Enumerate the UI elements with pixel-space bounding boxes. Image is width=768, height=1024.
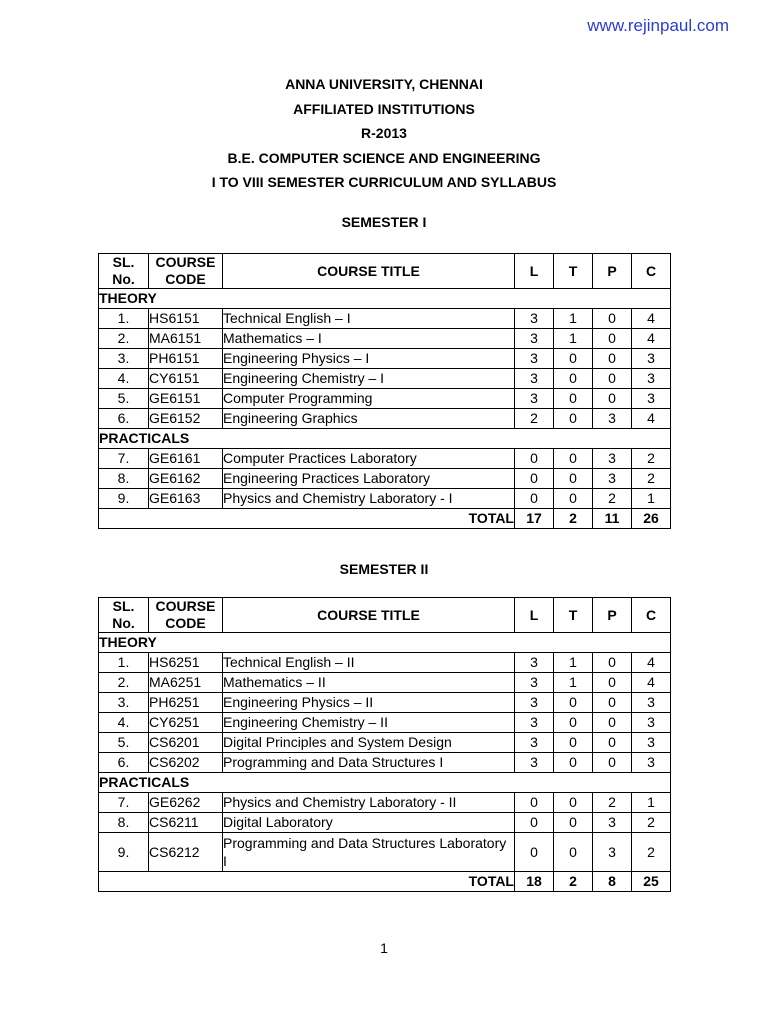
course-sl: 3. — [99, 693, 149, 713]
course-row — [99, 753, 671, 773]
course-sl: 8. — [99, 469, 149, 489]
course-c: 4 — [632, 409, 671, 429]
l-header: L — [515, 254, 554, 289]
course-l: 3 — [515, 329, 554, 349]
course-title: Physics and Chemistry Laboratory - I — [223, 489, 515, 509]
c-header: C — [632, 254, 671, 289]
document-heading — [0, 72, 768, 195]
course-row — [99, 449, 671, 469]
course-sl: 1. — [99, 309, 149, 329]
course-c: 4 — [632, 673, 671, 693]
course-row — [99, 369, 671, 389]
course-p: 0 — [593, 349, 632, 369]
course-p: 0 — [593, 713, 632, 733]
course-c: 4 — [632, 329, 671, 349]
p-header: P — [593, 598, 632, 633]
course-row — [99, 673, 671, 693]
total-row — [99, 509, 671, 529]
course-title: Engineering Chemistry – II — [223, 713, 515, 733]
semester-1-title: SEMESTER I — [341, 214, 427, 230]
course-c: 2 — [632, 469, 671, 489]
semester-2-title: SEMESTER II — [339, 561, 429, 577]
code-header: COURSE CODE — [149, 598, 223, 633]
course-t: 1 — [554, 653, 593, 673]
course-code: CS6201 — [149, 733, 223, 753]
course-t: 0 — [554, 813, 593, 833]
affiliated-institutions: AFFILIATED INSTITUTIONS — [293, 100, 475, 117]
total-label: TOTAL — [99, 509, 515, 529]
course-row — [99, 409, 671, 429]
course-l: 3 — [515, 349, 554, 369]
course-l: 0 — [515, 469, 554, 489]
course-c: 3 — [632, 753, 671, 773]
course-row — [99, 489, 671, 509]
course-title: Digital Principles and System Design — [223, 733, 515, 753]
course-row — [99, 653, 671, 673]
total-label: TOTAL — [99, 872, 515, 892]
course-code: CS6211 — [149, 813, 223, 833]
course-l: 3 — [515, 309, 554, 329]
course-l: 0 — [515, 793, 554, 813]
course-row — [99, 713, 671, 733]
course-t: 0 — [554, 833, 593, 872]
course-l: 3 — [515, 653, 554, 673]
course-l: 3 — [515, 673, 554, 693]
total-row — [99, 872, 671, 892]
course-p: 0 — [593, 733, 632, 753]
course-l: 3 — [515, 693, 554, 713]
course-c: 3 — [632, 369, 671, 389]
course-p: 0 — [593, 369, 632, 389]
semester-1-table — [98, 253, 671, 529]
course-code: HS6151 — [149, 309, 223, 329]
course-p: 0 — [593, 693, 632, 713]
course-sl: 2. — [99, 673, 149, 693]
course-t: 1 — [554, 309, 593, 329]
theory-rows — [99, 653, 671, 773]
course-title: Engineering Practices Laboratory — [223, 469, 515, 489]
course-title: Computer Practices Laboratory — [223, 449, 515, 469]
course-c: 4 — [632, 653, 671, 673]
course-l: 3 — [515, 389, 554, 409]
course-title: Physics and Chemistry Laboratory - II — [223, 793, 515, 813]
course-row — [99, 813, 671, 833]
course-title: Mathematics – II — [223, 673, 515, 693]
course-row — [99, 349, 671, 369]
course-p: 0 — [593, 753, 632, 773]
course-l: 2 — [515, 409, 554, 429]
course-p: 3 — [593, 449, 632, 469]
course-title: Mathematics – I — [223, 329, 515, 349]
l-header: L — [515, 598, 554, 633]
total-t: 2 — [554, 509, 593, 529]
semester-2-table — [98, 597, 671, 892]
course-p: 0 — [593, 389, 632, 409]
course-row — [99, 309, 671, 329]
course-code: GE6161 — [149, 449, 223, 469]
course-p: 2 — [593, 793, 632, 813]
course-t: 0 — [554, 793, 593, 813]
course-code: GE6151 — [149, 389, 223, 409]
course-code: HS6251 — [149, 653, 223, 673]
course-l: 0 — [515, 489, 554, 509]
course-t: 0 — [554, 349, 593, 369]
t-header: T — [554, 254, 593, 289]
course-c: 1 — [632, 489, 671, 509]
course-code: MA6151 — [149, 329, 223, 349]
course-sl: 4. — [99, 369, 149, 389]
theory-rows — [99, 309, 671, 429]
course-t: 0 — [554, 469, 593, 489]
course-code: GE6152 — [149, 409, 223, 429]
course-c: 1 — [632, 793, 671, 813]
page-number: 1 — [380, 940, 388, 956]
course-t: 0 — [554, 713, 593, 733]
practical-rows — [99, 793, 671, 872]
course-sl: 7. — [99, 449, 149, 469]
t-header: T — [554, 598, 593, 633]
title-header: COURSE TITLE — [223, 254, 515, 289]
sl-header: SL. No. — [99, 598, 149, 633]
course-title: Engineering Graphics — [223, 409, 515, 429]
title-header: COURSE TITLE — [223, 598, 515, 633]
course-t: 1 — [554, 329, 593, 349]
course-title: Digital Laboratory — [223, 813, 515, 833]
header-row — [99, 598, 671, 633]
course-p: 3 — [593, 469, 632, 489]
course-row — [99, 693, 671, 713]
course-title: Technical English – I — [223, 309, 515, 329]
course-sl: 5. — [99, 389, 149, 409]
theory-label: THEORY — [99, 289, 671, 309]
course-row — [99, 833, 671, 872]
course-title: Programming and Data Structures I — [223, 753, 515, 773]
site-link[interactable]: www.rejinpaul.com — [587, 16, 729, 35]
course-sl: 4. — [99, 713, 149, 733]
course-code: PH6251 — [149, 693, 223, 713]
course-c: 2 — [632, 813, 671, 833]
c-header: C — [632, 598, 671, 633]
course-p: 0 — [593, 653, 632, 673]
course-t: 0 — [554, 369, 593, 389]
course-sl: 9. — [99, 489, 149, 509]
course-t: 0 — [554, 753, 593, 773]
course-p: 0 — [593, 329, 632, 349]
program-title: B.E. COMPUTER SCIENCE AND ENGINEERING — [227, 149, 541, 166]
course-t: 1 — [554, 673, 593, 693]
course-title: Engineering Physics – II — [223, 693, 515, 713]
course-c: 4 — [632, 309, 671, 329]
course-c: 3 — [632, 349, 671, 369]
curriculum-title: I TO VIII SEMESTER CURRICULUM AND SYLLABUS — [211, 174, 557, 191]
total-c: 25 — [632, 872, 671, 892]
course-sl: 6. — [99, 753, 149, 773]
course-code: CS6212 — [149, 833, 223, 872]
course-sl: 8. — [99, 813, 149, 833]
course-sl: 1. — [99, 653, 149, 673]
theory-section-row — [99, 289, 671, 309]
course-title: Programming and Data Structures Laboratory I — [223, 833, 515, 872]
header-row — [99, 254, 671, 289]
course-title: Technical English – II — [223, 653, 515, 673]
practicals-section-row — [99, 773, 671, 793]
course-c: 2 — [632, 449, 671, 469]
total-p: 11 — [593, 509, 632, 529]
course-t: 0 — [554, 389, 593, 409]
course-l: 0 — [515, 813, 554, 833]
course-l: 0 — [515, 833, 554, 872]
course-p: 0 — [593, 673, 632, 693]
course-sl: 7. — [99, 793, 149, 813]
course-c: 3 — [632, 389, 671, 409]
course-l: 0 — [515, 449, 554, 469]
course-row — [99, 329, 671, 349]
total-c: 26 — [632, 509, 671, 529]
course-sl: 3. — [99, 349, 149, 369]
p-header: P — [593, 254, 632, 289]
course-row — [99, 389, 671, 409]
university-name: ANNA UNIVERSITY, CHENNAI — [285, 76, 483, 92]
course-c: 3 — [632, 713, 671, 733]
course-code: GE6162 — [149, 469, 223, 489]
course-l: 3 — [515, 369, 554, 389]
course-p: 3 — [593, 833, 632, 872]
course-sl: 9. — [99, 833, 149, 872]
course-code: CY6151 — [149, 369, 223, 389]
course-row — [99, 733, 671, 753]
course-title: Engineering Physics – I — [223, 349, 515, 369]
course-sl: 5. — [99, 733, 149, 753]
course-t: 0 — [554, 733, 593, 753]
total-l: 17 — [515, 509, 554, 529]
course-p: 3 — [593, 409, 632, 429]
practicals-label: PRACTICALS — [99, 429, 671, 449]
total-t: 2 — [554, 872, 593, 892]
practicals-label: PRACTICALS — [99, 773, 671, 793]
total-l: 18 — [515, 872, 554, 892]
course-code: MA6251 — [149, 673, 223, 693]
course-p: 3 — [593, 813, 632, 833]
course-code: PH6151 — [149, 349, 223, 369]
course-c: 2 — [632, 833, 671, 872]
course-c: 3 — [632, 733, 671, 753]
course-l: 3 — [515, 733, 554, 753]
course-c: 3 — [632, 693, 671, 713]
total-p: 8 — [593, 872, 632, 892]
course-p: 0 — [593, 309, 632, 329]
course-t: 0 — [554, 693, 593, 713]
course-sl: 6. — [99, 409, 149, 429]
course-t: 0 — [554, 449, 593, 469]
course-code: GE6262 — [149, 793, 223, 813]
course-title: Engineering Chemistry – I — [223, 369, 515, 389]
course-sl: 2. — [99, 329, 149, 349]
code-header: COURSE CODE — [149, 254, 223, 289]
course-code: GE6163 — [149, 489, 223, 509]
course-p: 2 — [593, 489, 632, 509]
sl-header: SL. No. — [99, 254, 149, 289]
practicals-section-row — [99, 429, 671, 449]
practical-rows — [99, 449, 671, 509]
course-t: 0 — [554, 409, 593, 429]
course-row — [99, 793, 671, 813]
course-title: Computer Programming — [223, 389, 515, 409]
course-t: 0 — [554, 489, 593, 509]
regulation: R-2013 — [361, 125, 407, 142]
course-row — [99, 469, 671, 489]
course-code: CY6251 — [149, 713, 223, 733]
course-l: 3 — [515, 713, 554, 733]
course-code: CS6202 — [149, 753, 223, 773]
theory-section-row — [99, 633, 671, 653]
theory-label: THEORY — [99, 633, 671, 653]
course-l: 3 — [515, 753, 554, 773]
